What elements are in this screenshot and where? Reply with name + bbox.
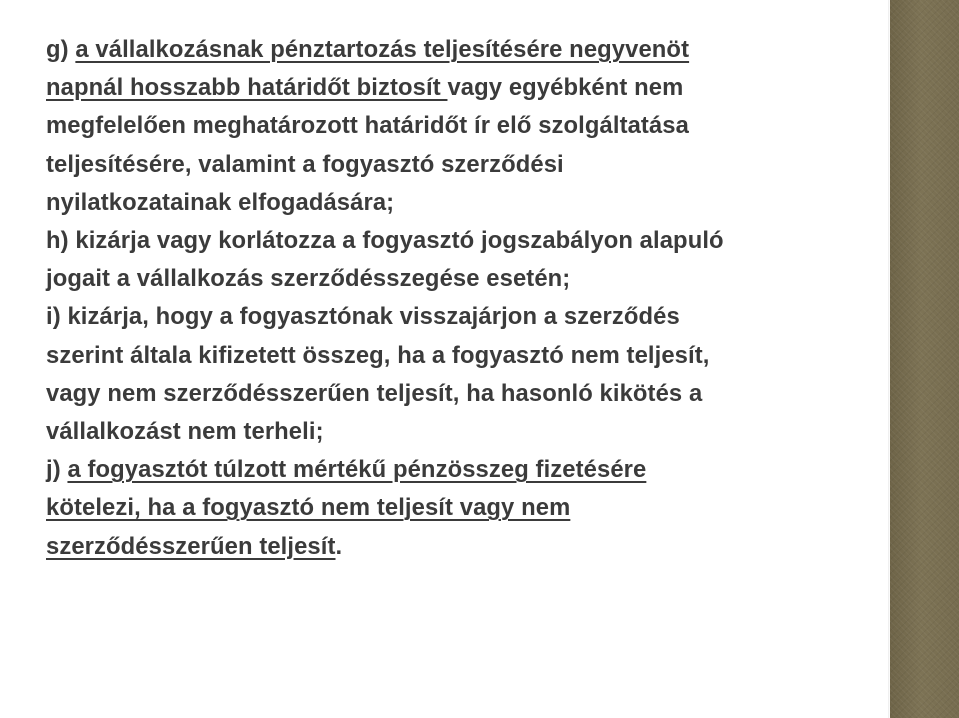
text-line	[46, 451, 876, 489]
text-line	[46, 107, 876, 145]
text-run: vállalkozást nem terheli;	[46, 418, 324, 446]
text-run: jogait a vállalkozás szerződésszegése esetén;	[46, 265, 571, 293]
text-line	[46, 489, 876, 527]
text-run: vagy nem szerződésszerűen teljesít, ha hasonló kikötés a	[46, 379, 703, 407]
text-run: szerint általa kifizetett összeg, ha a fogyasztó nem teljesít,	[46, 341, 710, 369]
text-line	[46, 375, 876, 413]
text-line	[46, 146, 876, 184]
text-line	[46, 184, 876, 222]
text-run-underlined: kötelezi, ha a fogyasztó nem teljesít vagy nem	[46, 494, 571, 522]
text-line	[46, 337, 876, 375]
text-line	[46, 69, 876, 107]
text-run-underlined: a fogyasztót túlzott mértékű pénzösszeg fizetésére	[67, 456, 647, 484]
text-run-underlined: a vállalkozásnak pénztartozás teljesítésére negyvenöt	[75, 36, 690, 63]
text-run: j)	[46, 456, 68, 484]
text-run-underlined: szerződésszerűen teljesít	[46, 532, 336, 560]
text-line	[46, 31, 876, 69]
text-line	[46, 528, 876, 566]
text-run: nyilatkozatainak elfogadására;	[46, 188, 395, 216]
slide-body-text	[46, 31, 876, 566]
text-run: i) kizárja, hogy a fogyasztónak visszajárjon a szerződés	[46, 303, 680, 331]
text-line	[46, 222, 876, 260]
text-run: vagy egyébként nem	[447, 74, 684, 102]
text-line	[46, 413, 876, 451]
text-run: megfelelően meghatározott határidőt ír elő szolgáltatása	[46, 112, 689, 140]
text-run: h) kizárja vagy korlátozza a fogyasztó jogszabályon alapuló	[46, 227, 724, 255]
text-run: g)	[46, 36, 76, 63]
decorative-side-band	[890, 0, 959, 718]
text-run: .	[335, 532, 343, 560]
text-run: teljesítésére, valamint a fogyasztó szerződési	[46, 150, 564, 178]
text-run-underlined: napnál hosszabb határidőt biztosít	[46, 74, 448, 102]
text-line	[46, 298, 876, 336]
text-line	[46, 260, 876, 298]
